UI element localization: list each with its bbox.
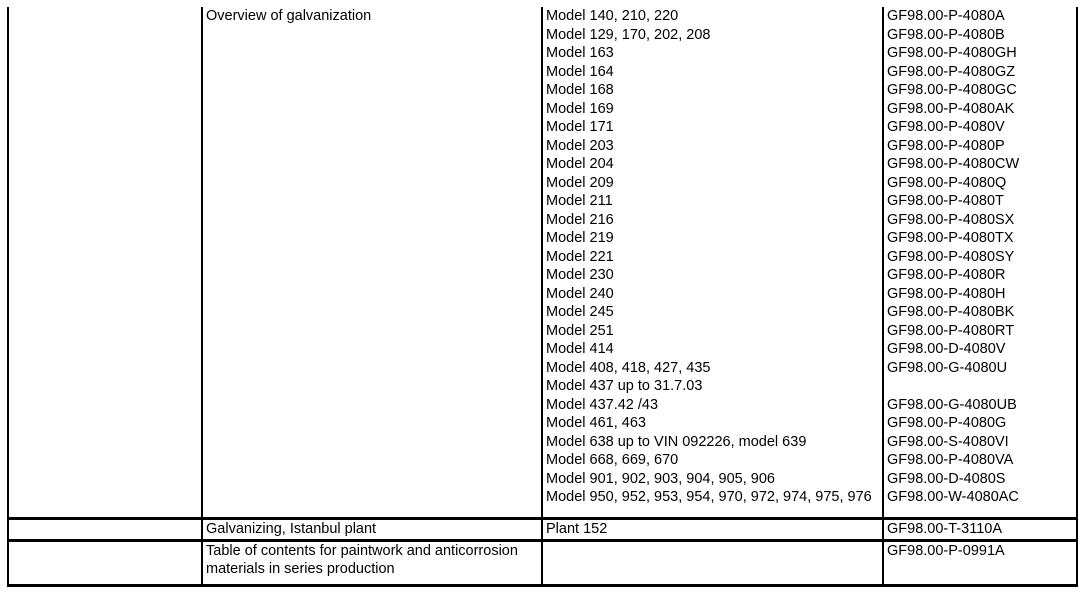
model-entry: Model 668, 669, 670 bbox=[546, 452, 679, 468]
model-entry: Model 408, 418, 427, 435 bbox=[546, 359, 711, 376]
model-entry: Model 437 up to 31.7.03 bbox=[546, 378, 703, 394]
model-entry: Model 216 bbox=[546, 211, 614, 228]
document-code[interactable]: GF98.00-P-4080RT bbox=[887, 322, 1015, 339]
document-code[interactable]: GF98.00-P-4080SY bbox=[887, 248, 1015, 265]
section-title-cell bbox=[202, 7, 542, 519]
document-code[interactable]: GF98.00-P-4080V bbox=[887, 119, 1005, 135]
document-code[interactable]: GF98.00-P-4080P bbox=[887, 137, 1005, 154]
document-code[interactable]: GF98.00-P-0991A bbox=[887, 542, 1005, 559]
model-entry: Model 437.42 /43 bbox=[546, 396, 659, 413]
section-title: Overview of galvanization bbox=[206, 8, 372, 24]
document-code[interactable]: GF98.00-G-4080U bbox=[887, 359, 1008, 376]
model-entry: Model 163 bbox=[546, 45, 614, 61]
document-code[interactable]: GF98.00-P-4080G bbox=[887, 415, 1007, 431]
model-entry: Model 164 bbox=[546, 63, 614, 80]
model-entry: Model 203 bbox=[546, 137, 614, 154]
document-code[interactable]: GF98.00-P-4080GC bbox=[887, 82, 1017, 98]
model-entry: Model 209 bbox=[546, 174, 614, 191]
model-entry: Model 461, 463 bbox=[546, 415, 646, 431]
table-row bbox=[8, 7, 1077, 519]
document-code[interactable]: GF98.00-P-4080Q bbox=[887, 174, 1007, 191]
model-entry: Model 901, 902, 903, 904, 905, 906 bbox=[546, 470, 775, 487]
model-entry: Model 638 up to VIN 092226, model 639 bbox=[546, 433, 807, 450]
section-title-cell bbox=[202, 540, 542, 585]
table-row bbox=[8, 519, 1077, 541]
document-code[interactable]: GF98.00-P-4080TX bbox=[887, 230, 1014, 246]
model-entry: Model 171 bbox=[546, 119, 614, 135]
document-code[interactable]: GF98.00-T-3110A bbox=[887, 521, 1002, 537]
table-row bbox=[8, 540, 1077, 585]
model-entry: Model 950, 952, 953, 954, 970, 972, 974, 975, 976 bbox=[546, 489, 872, 505]
document-code[interactable]: GF98.00-P-4080GZ bbox=[887, 63, 1016, 80]
document-code[interactable]: GF98.00-P-4080AK bbox=[887, 100, 1015, 117]
section-title-cell bbox=[202, 519, 542, 541]
model-entry: Model 129, 170, 202, 208 bbox=[546, 26, 711, 43]
document-code-blank bbox=[887, 377, 1073, 396]
document-code[interactable]: GF98.00-P-4080A bbox=[887, 8, 1005, 24]
model-entry: Model 221 bbox=[546, 248, 614, 265]
document-code-cell bbox=[883, 519, 1077, 541]
document-code-cell bbox=[883, 7, 1077, 519]
section-title: Galvanizing, Istanbul plant bbox=[206, 521, 377, 537]
document-code[interactable]: GF98.00-D-4080V bbox=[887, 341, 1006, 357]
empty-cell bbox=[8, 519, 202, 541]
model-entry: Model 204 bbox=[546, 156, 614, 172]
document-code[interactable]: GF98.00-W-4080AC bbox=[887, 489, 1019, 505]
model-entry: Model 240 bbox=[546, 285, 614, 302]
document-code[interactable]: GF98.00-P-4080R bbox=[887, 267, 1006, 283]
model-cell bbox=[542, 540, 883, 585]
galvanization-table bbox=[7, 7, 1078, 587]
model-entry: Model 245 bbox=[546, 304, 614, 320]
document-code[interactable]: GF98.00-P-4080SX bbox=[887, 211, 1015, 228]
document-code[interactable]: GF98.00-D-4080S bbox=[887, 470, 1006, 487]
document-code[interactable]: GF98.00-P-4080CW bbox=[887, 156, 1020, 172]
document-code-cell bbox=[883, 540, 1077, 585]
model-cell bbox=[542, 519, 883, 541]
model-entry: Model 169 bbox=[546, 100, 614, 117]
model-entry: Model 219 bbox=[546, 230, 614, 246]
model-entry: Model 211 bbox=[546, 193, 613, 209]
document-code[interactable]: GF98.00-P-4080BK bbox=[887, 304, 1015, 320]
model-entry: Model 230 bbox=[546, 267, 614, 283]
model-entry: Model 168 bbox=[546, 82, 614, 98]
model-entry: Plant 152 bbox=[546, 521, 608, 537]
model-list-cell bbox=[542, 7, 883, 519]
section-title: Table of contents for paintwork and anticorrosion materials in series production bbox=[206, 542, 518, 577]
model-entry: Model 414 bbox=[546, 341, 614, 357]
document-code[interactable]: GF98.00-G-4080UB bbox=[887, 396, 1017, 413]
document-code[interactable]: GF98.00-P-4080GH bbox=[887, 45, 1017, 61]
document-code[interactable]: GF98.00-P-4080H bbox=[887, 285, 1006, 302]
document-code[interactable]: GF98.00-S-4080VI bbox=[887, 433, 1009, 450]
document-code[interactable]: GF98.00-P-4080B bbox=[887, 26, 1005, 43]
model-entry: Model 251 bbox=[546, 322, 614, 339]
model-entry bbox=[546, 542, 879, 561]
document-code[interactable]: GF98.00-P-4080T bbox=[887, 193, 1004, 209]
document-code[interactable]: GF98.00-P-4080VA bbox=[887, 452, 1014, 468]
model-entry: Model 140, 210, 220 bbox=[546, 8, 679, 24]
empty-cell bbox=[8, 7, 202, 519]
empty-cell bbox=[8, 540, 202, 585]
